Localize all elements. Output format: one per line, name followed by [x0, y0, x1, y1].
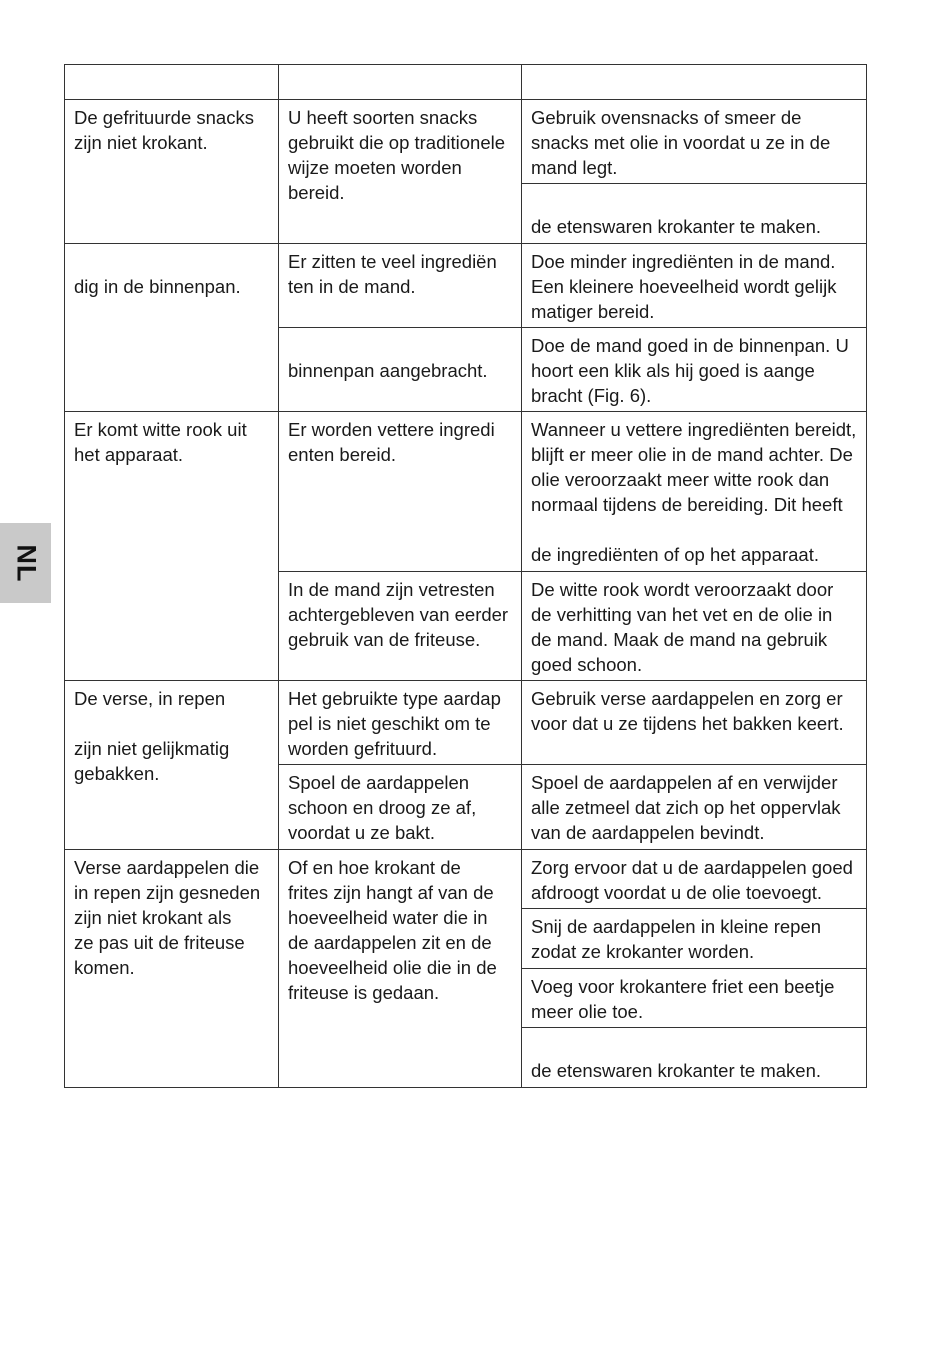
solution-cell: Doe minder ingrediënten in de mand. Een kleinere hoeveelheid wordt gelijk matiger bereid.	[522, 244, 867, 328]
table-row	[65, 412, 867, 572]
cause-cell: Het gebruikte type aardap pel is niet geschikt om te worden gefrituurd.	[279, 681, 522, 765]
table-header-row	[65, 65, 867, 100]
solution-cell: Doe de mand goed in de binnenpan. U hoort een klik als hij goed is aange bracht (Fig. 6).	[522, 328, 867, 412]
cause-cell: In de mand zijn vetresten achtergebleven van eerder gebruik van de friteuse.	[279, 572, 522, 681]
problem-cell: Er komt witte rook uit het apparaat.	[65, 412, 279, 681]
language-tab-label: NL	[11, 544, 41, 582]
header-solution	[522, 65, 867, 100]
cause-cell: U heeft soorten snacks gebruikt die op traditionele wijze moeten worden bereid.	[279, 100, 522, 244]
problem-cell: Verse aardappelen die in repen zijn gesneden zijn niet krokant als ze pas uit de friteuse komen.	[65, 850, 279, 1088]
problem-cell: dig in de binnenpan.	[65, 244, 279, 412]
solution-cell: de etenswaren krokanter te maken.	[522, 184, 867, 244]
table-row	[65, 100, 867, 184]
solution-cell: Gebruik ovensnacks of smeer de snacks met olie in voordat u ze in de mand legt.	[522, 100, 867, 184]
table-row	[65, 244, 867, 328]
solution-cell: De witte rook wordt veroorzaakt door de verhitting van het vet en de olie in de mand. Maak de mand na gebruik goed schoon.	[522, 572, 867, 681]
table-row	[65, 681, 867, 765]
solution-cell: Snij de aardappelen in kleine repen zodat ze krokanter worden.	[522, 909, 867, 969]
problem-cell: De verse, in repen zijn niet gelijkmatig gebakken.	[65, 681, 279, 850]
solution-cell: Voeg voor krokantere friet een beetje meer olie toe.	[522, 969, 867, 1028]
language-tab	[0, 523, 51, 603]
cause-cell: Of en hoe krokant de frites zijn hangt af van de hoeveelheid water die in de aardappelen zit en de hoeveelheid olie die in de friteuse is gedaan.	[279, 850, 522, 1088]
problem-cell: De gefrituurde snacks zijn niet krokant.	[65, 100, 279, 244]
header-problem	[65, 65, 279, 100]
troubleshooting-table	[64, 64, 867, 1088]
solution-cell: Wanneer u vettere ingrediënten bereidt, blijft er meer olie in de mand achter. De olie veroorzaakt meer witte rook dan normaal tijdens de bereiding. Dit heeft de ingrediënten of op het apparaat.	[522, 412, 867, 572]
table-row	[65, 850, 867, 909]
solution-cell: de etenswaren krokanter te maken.	[522, 1028, 867, 1088]
cause-cell: Er worden vettere ingredi enten bereid.	[279, 412, 522, 572]
cause-cell: Er zitten te veel ingrediën ten in de mand.	[279, 244, 522, 328]
cause-cell: binnenpan aangebracht.	[279, 328, 522, 412]
solution-cell: Spoel de aardappelen af en verwijder alle zetmeel dat zich op het oppervlak van de aardappelen bevindt.	[522, 765, 867, 850]
solution-cell: Gebruik verse aardappelen en zorg er voor dat u ze tijdens het bakken keert.	[522, 681, 867, 765]
solution-cell: Zorg ervoor dat u de aardappelen goed afdroogt voordat u de olie toevoegt.	[522, 850, 867, 909]
cause-cell: Spoel de aardappelen schoon en droog ze af, voordat u ze bakt.	[279, 765, 522, 850]
header-cause	[279, 65, 522, 100]
